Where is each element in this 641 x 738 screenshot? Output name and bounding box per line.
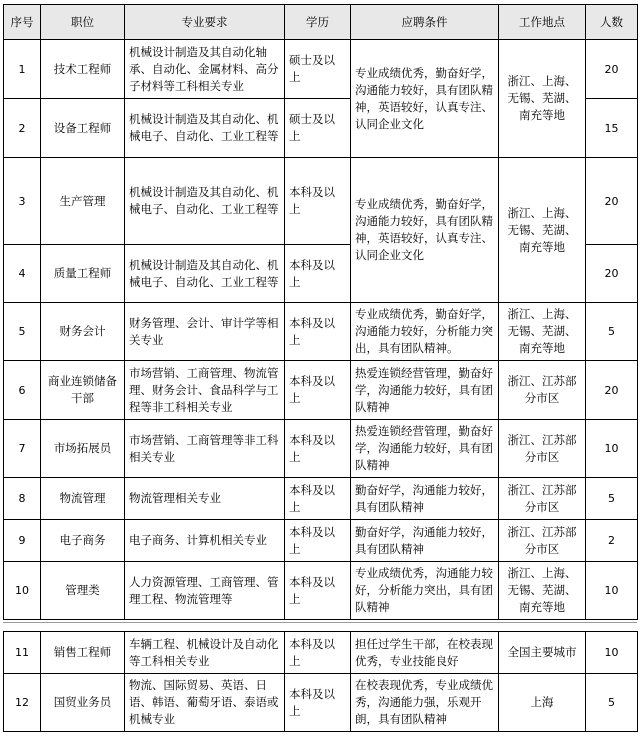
cell-conditions: 勤奋好学，沟通能力较好，具有团队精神: [351, 478, 499, 520]
cell-position: 销售工程师: [41, 632, 125, 674]
cell-education: 硕士及以上: [285, 99, 351, 158]
cell-education: 本科及以上: [285, 632, 351, 674]
cell-no: 6: [4, 361, 41, 420]
cell-location: 浙江、上海、无锡、芜湖、南充等地: [499, 158, 586, 303]
cell-count: 20: [586, 361, 638, 420]
cell-major: 机械设计制造及其自动化、机械电子、自动化、工业工程等: [125, 245, 285, 303]
cell-education: 本科及以上: [285, 478, 351, 520]
cell-education: 本科及以上: [285, 562, 351, 620]
cell-count: 5: [586, 478, 638, 520]
cell-major: 电子商务、计算机相关专业: [125, 520, 285, 562]
cell-no: 11: [4, 632, 41, 674]
cell-no: 1: [4, 40, 41, 99]
cell-count: 15: [586, 99, 638, 158]
cell-no: 7: [4, 420, 41, 478]
cell-position: 生产管理: [41, 158, 125, 245]
header-position: 职位: [41, 5, 125, 40]
cell-major: 机械设计制造及其自动化、机械电子、自动化、工业工程等: [125, 158, 285, 245]
cell-location: 浙江、上海、无锡、芜湖、南充等地: [499, 40, 586, 158]
cell-position: 商业连锁储备干部: [41, 361, 125, 420]
cell-conditions: 担任过学生干部，在校表现优秀，专业技能良好: [351, 632, 499, 674]
cell-major: 机械设计制造及其自动化、机械电子、自动化、工业工程等: [125, 99, 285, 158]
cell-count: 20: [586, 40, 638, 99]
cell-no: 5: [4, 303, 41, 361]
cell-position: 物流管理: [41, 478, 125, 520]
recruitment-table: [3, 4, 638, 620]
cell-position: 财务会计: [41, 303, 125, 361]
cell-no: 4: [4, 245, 41, 303]
cell-no: 9: [4, 520, 41, 562]
table-row: [4, 562, 638, 620]
cell-location: 浙江、江苏部分市区: [499, 361, 586, 420]
cell-position: 设备工程师: [41, 99, 125, 158]
header-education: 学历: [285, 5, 351, 40]
cell-count: 5: [586, 674, 638, 732]
cell-conditions: 专业成绩优秀，勤奋好学，沟通能力较好，具有团队精神，英语较好，认真专注、认同企业文化: [351, 40, 499, 158]
table-row: [4, 40, 638, 99]
cell-education: 本科及以上: [285, 420, 351, 478]
cell-major: 机械设计制造及其自动化轴承、自动化、金属材料、高分子材料等工科相关专业: [125, 40, 285, 99]
table-row: [4, 520, 638, 562]
header-row: [4, 5, 638, 40]
cell-education: 本科及以上: [285, 674, 351, 732]
cell-no: 8: [4, 478, 41, 520]
cell-conditions: 专业成绩优秀，勤奋好学，沟通能力较好，分析能力突出，具有团队精神。: [351, 303, 499, 361]
header-count: 人数: [586, 5, 638, 40]
cell-major: 物流管理相关专业: [125, 478, 285, 520]
cell-no: 2: [4, 99, 41, 158]
table-row: [4, 158, 638, 245]
cell-count: 10: [586, 562, 638, 620]
cell-location: 浙江、江苏部分市区: [499, 420, 586, 478]
cell-education: 硕士及以上: [285, 40, 351, 99]
cell-major: 市场营销、工商管理等非工科相关专业: [125, 420, 285, 478]
cell-location: 浙江、江苏部分市区: [499, 520, 586, 562]
cell-conditions: 在校表现优秀，专业成绩优秀，沟通能力强，乐观开朗，具有团队精神: [351, 674, 499, 732]
cell-count: 10: [586, 420, 638, 478]
cell-location: 浙江、上海、无锡、芜湖、南充等地: [499, 303, 586, 361]
cell-position: 质量工程师: [41, 245, 125, 303]
cell-count: 10: [586, 632, 638, 674]
cell-education: 本科及以上: [285, 361, 351, 420]
cell-location: 浙江、上海、无锡、芜湖、南充等地: [499, 562, 586, 620]
cell-no: 12: [4, 674, 41, 732]
cell-major: 车辆工程、机械设计及自动化等工科相关专业: [125, 632, 285, 674]
recruitment-table-continued: [3, 631, 638, 732]
cell-position: 国贸业务员: [41, 674, 125, 732]
table-row: [4, 361, 638, 420]
cell-count: 20: [586, 158, 638, 245]
table-row: [4, 674, 638, 732]
cell-conditions: 勤奋好学，沟通能力较好，具有团队精神: [351, 520, 499, 562]
cell-count: 20: [586, 245, 638, 303]
cell-location: 浙江、江苏部分市区: [499, 478, 586, 520]
cell-conditions: 热爱连锁经营管理，勤奋好学，沟通能力较好，具有团队精神: [351, 420, 499, 478]
cell-conditions: 专业成绩优秀，沟通能力较好，分析能力突出，具有团队精神: [351, 562, 499, 620]
cell-conditions: 热爱连锁经营管理，勤奋好学，沟通能力较好，具有团队精神: [351, 361, 499, 420]
header-major: 专业要求: [125, 5, 285, 40]
cell-major: 物流、国际贸易、英语、日语、韩语、葡萄牙语、泰语或机械专业: [125, 674, 285, 732]
cell-conditions: 专业成绩优秀，勤奋好学，沟通能力较好，具有团队精神，英语较好，认真专注、认同企业文化: [351, 158, 499, 303]
cell-no: 3: [4, 158, 41, 245]
cell-count: 2: [586, 520, 638, 562]
table-row: [4, 303, 638, 361]
cell-education: 本科及以上: [285, 520, 351, 562]
table-row: [4, 420, 638, 478]
cell-count: 5: [586, 303, 638, 361]
cell-major: 人力资源管理、工商管理、管理工程、物流管理等: [125, 562, 285, 620]
cell-education: 本科及以上: [285, 245, 351, 303]
cell-position: 技术工程师: [41, 40, 125, 99]
cell-position: 电子商务: [41, 520, 125, 562]
header-conditions: 应聘条件: [351, 5, 499, 40]
cell-location: 全国主要城市: [499, 632, 586, 674]
cell-education: 本科及以上: [285, 303, 351, 361]
cell-no: 10: [4, 562, 41, 620]
cell-position: 市场拓展员: [41, 420, 125, 478]
table-separator: [3, 622, 637, 627]
table-row: [4, 478, 638, 520]
header-no: 序号: [4, 5, 41, 40]
cell-location: 上海: [499, 674, 586, 732]
cell-major: 市场营销、工商管理、物流管理、财务会计、食品科学与工程等非工科相关专业: [125, 361, 285, 420]
header-location: 工作地点: [499, 5, 586, 40]
cell-position: 管理类: [41, 562, 125, 620]
cell-education: 本科及以上: [285, 158, 351, 245]
cell-major: 财务管理、会计、审计学等相关专业: [125, 303, 285, 361]
table-row: [4, 632, 638, 674]
